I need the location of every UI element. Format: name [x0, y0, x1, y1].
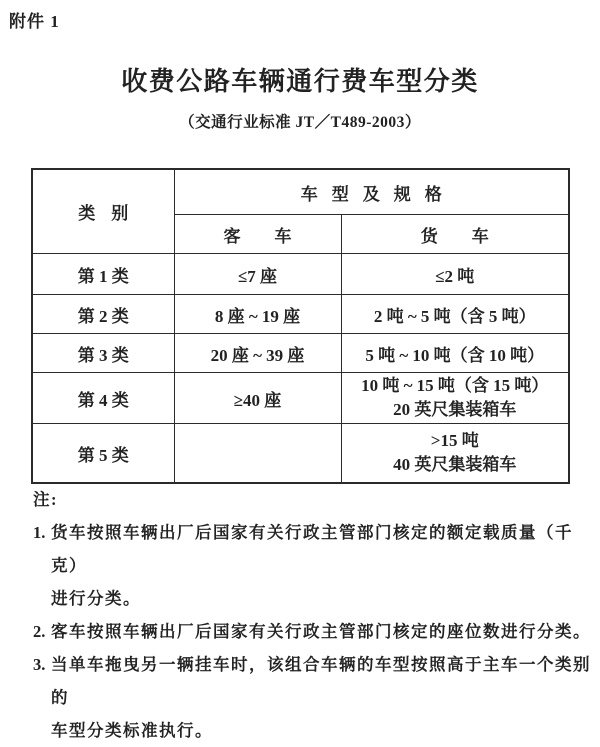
note-text-line: 客车按照车辆出厂后国家有关行政主管部门核定的座位数进行分类。 [51, 622, 591, 641]
passenger-cell [174, 424, 341, 484]
truck-cell: ≤2 吨 [341, 254, 569, 295]
header-cell-passenger: 客车 [174, 215, 341, 254]
note-text [51, 615, 595, 648]
notes-heading: 注: [33, 490, 58, 509]
note-text [51, 516, 595, 615]
note-text-line: 车型分类标准执行。 [51, 721, 213, 740]
row-label: 第 5 类 [32, 424, 174, 484]
row-label: 第 4 类 [32, 373, 174, 424]
passenger-cell: 20 座 ~ 39 座 [174, 334, 341, 373]
table-row-class-4 [32, 373, 569, 424]
note-text-line: 货车按照车辆出厂后国家有关行政主管部门核定的额定载质量（千克） [51, 523, 573, 575]
page-subtitle: （交通行业标准 JT／T489-2003） [179, 114, 421, 131]
note-text-line: 进行分类。 [51, 589, 141, 608]
note-number: 2. [33, 622, 46, 641]
note-number: 3. [33, 655, 46, 674]
note-item-2 [33, 615, 595, 648]
table-row-class-3 [32, 334, 569, 373]
table-row-class-5 [32, 424, 569, 484]
note-text-line: 当单车拖曳另一辆挂车时，该组合车辆的车型按照高于主车一个类别的 [51, 655, 591, 707]
note-text [51, 648, 595, 747]
header-cell-category: 类别 [32, 169, 174, 254]
truck-cell: 2 吨 ~ 5 吨（含 5 吨） [341, 295, 569, 334]
table-row-class-2 [32, 295, 569, 334]
passenger-cell: ≥40 座 [174, 373, 341, 424]
note-number: 1. [33, 523, 46, 542]
passenger-cell: ≤7 座 [174, 254, 341, 295]
vehicle-classification-table [31, 168, 570, 484]
truck-cell-line: 20 英尺集装箱车 [393, 400, 517, 419]
header-cell-truck: 货车 [341, 215, 569, 254]
row-label: 第 2 类 [32, 295, 174, 334]
truck-cell [341, 424, 569, 484]
truck-cell [341, 373, 569, 424]
note-item-3 [33, 648, 595, 747]
truck-cell-line: 10 吨 ~ 15 吨（含 15 吨） [361, 376, 549, 395]
notes-section [33, 483, 595, 747]
row-label: 第 1 类 [32, 254, 174, 295]
header-cell-spec-group: 车型及规格 [174, 169, 569, 215]
row-label: 第 3 类 [32, 334, 174, 373]
table-header-row-1 [32, 169, 569, 215]
truck-cell-line: >15 吨 [430, 431, 479, 450]
table-row-class-1 [32, 254, 569, 295]
attachment-label: 附件 1 [9, 12, 60, 31]
page-title: 收费公路车辆通行费车型分类 [121, 67, 479, 96]
truck-cell: 5 吨 ~ 10 吨（含 10 吨） [341, 334, 569, 373]
passenger-cell: 8 座 ~ 19 座 [174, 295, 341, 334]
note-item-1 [33, 516, 595, 615]
truck-cell-line: 40 英尺集装箱车 [393, 455, 517, 474]
